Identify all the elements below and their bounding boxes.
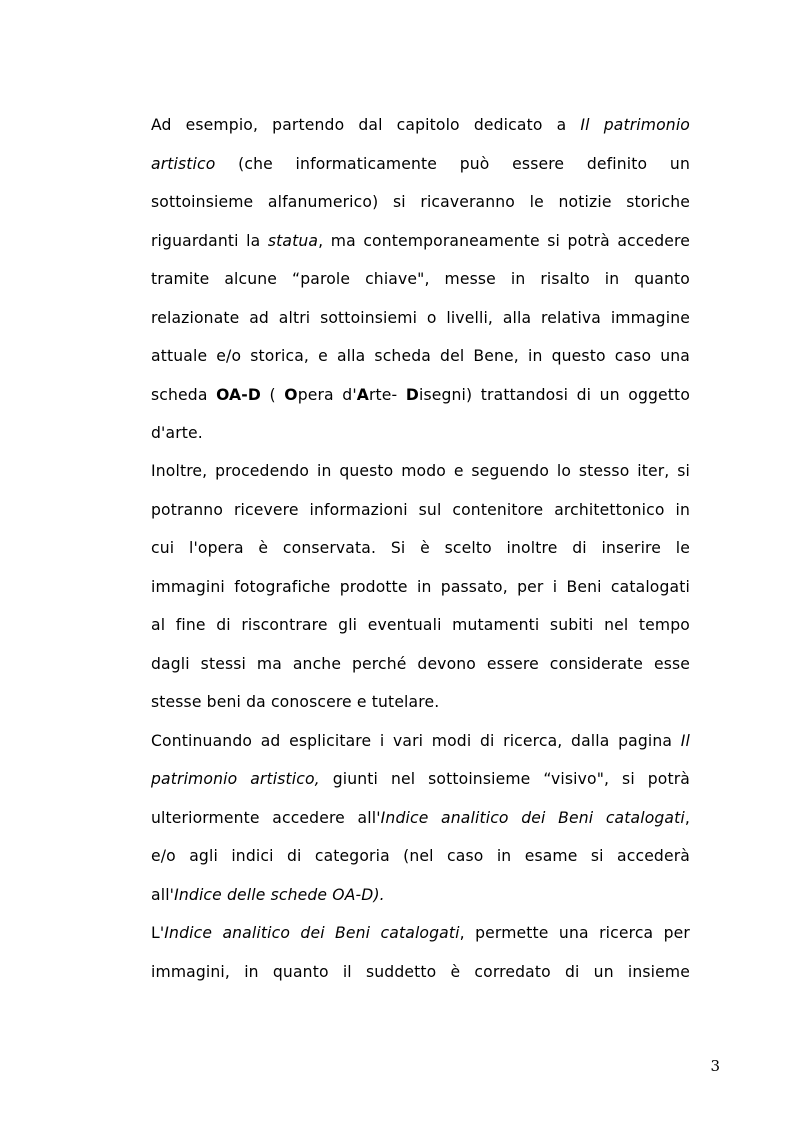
text-line — [151, 423, 690, 443]
italic-text: Il — [680, 732, 690, 750]
text-run: cui l'opera è conservata. Si è scelto inoltre di inserire le — [151, 539, 690, 557]
text-run: , ma contemporaneamente si potrà accedere — [318, 232, 690, 250]
text-line — [151, 192, 690, 212]
text-run: ( — [260, 386, 285, 404]
text-line — [151, 269, 690, 289]
italic-text: statua — [267, 232, 319, 250]
text-line — [151, 885, 690, 905]
text-line — [151, 577, 690, 597]
text-line — [151, 923, 690, 943]
text-run: relazionate ad altri sottoinsiemi o livelli, alla relativa immagine — [151, 309, 690, 327]
text-line — [151, 769, 690, 789]
text-run: Inoltre, procedendo in questo modo e seguendo lo stesso iter, si — [151, 462, 690, 480]
text-line — [151, 731, 690, 751]
text-line — [151, 962, 690, 982]
text-line — [151, 538, 690, 558]
bold-text: OA-D — [216, 386, 261, 404]
text-run: stesse beni da conoscere e tutelare. — [151, 693, 440, 711]
text-line — [151, 692, 690, 712]
text-run: scheda — [151, 386, 217, 404]
text-run: al fine di riscontrare gli eventuali mutamenti subiti nel tempo — [151, 616, 690, 634]
italic-text: Indice analitico dei Beni catalogati — [164, 924, 460, 942]
italic-text: Il patrimonio — [580, 116, 690, 134]
text-line — [151, 846, 690, 866]
italic-text: Indice analitico dei Beni catalogati — [380, 809, 685, 827]
italic-text: patrimonio artistico, — [151, 770, 320, 788]
italic-text: Indice delle schede OA-D). — [174, 886, 385, 904]
text-run: potranno ricevere informazioni sul contenitore architettonico in — [151, 501, 690, 519]
bold-text: A — [356, 386, 369, 404]
text-line — [151, 231, 690, 251]
text-line — [151, 115, 690, 135]
bold-text: D — [405, 386, 419, 404]
text-run: (che informaticamente può essere definito un — [215, 155, 690, 173]
text-line — [151, 500, 690, 520]
text-run: d'arte. — [151, 424, 203, 442]
text-run: attuale e/o storica, e alla scheda del Bene, in questo caso una — [151, 347, 690, 365]
text-run: e/o agli indici di categoria (nel caso in esame si accederà — [151, 847, 690, 865]
text-run: L' — [151, 924, 165, 942]
text-run: all' — [151, 886, 175, 904]
text-run: immagini fotografiche prodotte in passato, per i Beni catalogati — [151, 578, 690, 596]
text-run: , — [684, 809, 690, 827]
text-line — [151, 346, 690, 366]
text-run: tramite alcune “parole chiave", messe in risalto in quanto — [151, 270, 690, 288]
text-run: Ad esempio, partendo dal capitolo dedicato a — [151, 116, 581, 134]
text-run: isegni) trattandosi di un oggetto — [418, 386, 691, 404]
text-line — [151, 385, 690, 405]
text-line — [151, 461, 690, 481]
page-number: 3 — [710, 1057, 720, 1075]
text-run: Continuando ad esplicitare i vari modi di ricerca, dalla pagina — [151, 732, 681, 750]
text-run: immagini, in quanto il suddetto è corredato di un insieme — [151, 963, 690, 981]
text-line — [151, 154, 690, 174]
text-line — [151, 808, 690, 828]
text-line — [151, 308, 690, 328]
text-run: giunti nel sottoinsieme “visivo", si potrà — [319, 770, 690, 788]
text-run: pera d' — [297, 386, 357, 404]
text-line — [151, 654, 690, 674]
text-line — [151, 615, 690, 635]
text-run: ulteriormente accedere all' — [151, 809, 381, 827]
bold-text: O — [284, 386, 298, 404]
text-run: sottoinsieme alfanumerico) si ricaveranno le notizie storiche — [151, 193, 690, 211]
text-run: , permette una ricerca per — [459, 924, 690, 942]
text-run: riguardanti la — [151, 232, 268, 250]
text-run: rte- — [368, 386, 406, 404]
italic-text: artistico — [151, 155, 216, 173]
text-run: dagli stessi ma anche perché devono essere considerate esse — [151, 655, 690, 673]
